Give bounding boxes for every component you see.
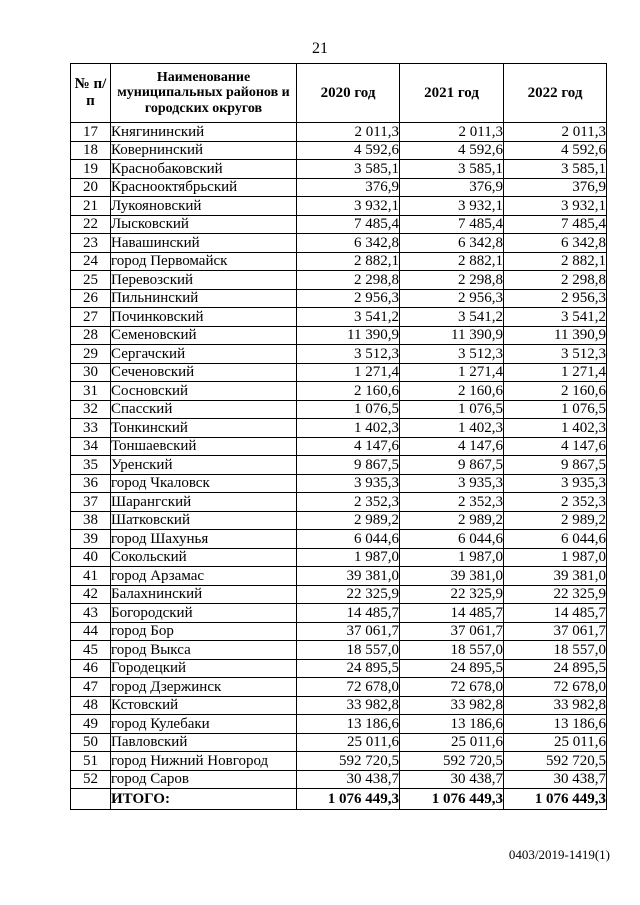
district-name: Пильнинский (111, 289, 297, 308)
district-name: город Дзержинск (111, 678, 297, 697)
row-number: 30 (71, 363, 111, 382)
table-row (71, 696, 607, 715)
value-2021: 9 867,5 (400, 456, 504, 475)
row-number: 37 (71, 493, 111, 512)
table-row (71, 770, 607, 789)
value-2021: 376,9 (400, 178, 504, 197)
value-2022: 25 011,6 (504, 733, 607, 752)
table-row (71, 123, 607, 142)
value-2021: 14 485,7 (400, 604, 504, 623)
table-row (71, 178, 607, 197)
value-2021: 24 895,5 (400, 659, 504, 678)
district-name: Навашинский (111, 234, 297, 253)
value-2020: 2 882,1 (297, 252, 400, 271)
district-name: Тоншаевский (111, 437, 297, 456)
table-row (71, 474, 607, 493)
district-name: Лукояновский (111, 197, 297, 216)
district-name: город Выкса (111, 641, 297, 660)
row-number: 31 (71, 382, 111, 401)
row-number: 27 (71, 308, 111, 327)
value-2021: 4 592,6 (400, 141, 504, 160)
value-2020: 2 298,8 (297, 271, 400, 290)
value-2022: 2 882,1 (504, 252, 607, 271)
value-2021: 25 011,6 (400, 733, 504, 752)
row-number: 17 (71, 123, 111, 142)
value-2022: 2 956,3 (504, 289, 607, 308)
value-2021: 7 485,4 (400, 215, 504, 234)
row-number: 26 (71, 289, 111, 308)
table-row (71, 437, 607, 456)
value-2022: 1 987,0 (504, 548, 607, 567)
value-2022: 3 932,1 (504, 197, 607, 216)
total-2021: 1 076 449,3 (400, 789, 504, 810)
value-2022: 4 147,6 (504, 437, 607, 456)
value-2022: 4 592,6 (504, 141, 607, 160)
value-2022: 6 342,8 (504, 234, 607, 253)
value-2020: 30 438,7 (297, 770, 400, 789)
value-2020: 6 044,6 (297, 530, 400, 549)
table-row (71, 622, 607, 641)
value-2020: 13 186,6 (297, 715, 400, 734)
value-2020: 18 557,0 (297, 641, 400, 660)
value-2022: 6 044,6 (504, 530, 607, 549)
table-row (71, 511, 607, 530)
document-code: 0403/2019-1419(1) (508, 847, 610, 862)
district-name: Перевозский (111, 271, 297, 290)
row-number: 24 (71, 252, 111, 271)
total-label: ИТОГО: (111, 789, 297, 810)
table-row (71, 548, 607, 567)
page-number: 21 (312, 40, 328, 57)
row-number: 51 (71, 752, 111, 771)
header-2022: 2022 год (504, 64, 607, 123)
value-2020: 72 678,0 (297, 678, 400, 697)
district-name: Сосновский (111, 382, 297, 401)
row-number: 44 (71, 622, 111, 641)
value-2020: 7 485,4 (297, 215, 400, 234)
value-2020: 2 352,3 (297, 493, 400, 512)
table-row (71, 363, 607, 382)
value-2020: 376,9 (297, 178, 400, 197)
row-number: 25 (71, 271, 111, 290)
row-number: 47 (71, 678, 111, 697)
row-number: 40 (71, 548, 111, 567)
row-number: 46 (71, 659, 111, 678)
value-2020: 9 867,5 (297, 456, 400, 475)
district-name: город Первомайск (111, 252, 297, 271)
district-name: Тонкинский (111, 419, 297, 438)
value-2021: 3 585,1 (400, 160, 504, 179)
table-row (71, 641, 607, 660)
value-2021: 2 352,3 (400, 493, 504, 512)
value-2022: 3 541,2 (504, 308, 607, 327)
value-2020: 2 160,6 (297, 382, 400, 401)
value-2020: 33 982,8 (297, 696, 400, 715)
value-2022: 3 512,3 (504, 345, 607, 364)
value-2022: 1 271,4 (504, 363, 607, 382)
value-2020: 2 956,3 (297, 289, 400, 308)
row-number: 43 (71, 604, 111, 623)
value-2022: 3 935,3 (504, 474, 607, 493)
value-2022: 7 485,4 (504, 215, 607, 234)
value-2020: 25 011,6 (297, 733, 400, 752)
value-2022: 9 867,5 (504, 456, 607, 475)
value-2022: 2 011,3 (504, 123, 607, 142)
value-2022: 1 076,5 (504, 400, 607, 419)
table-row (71, 382, 607, 401)
row-number: 21 (71, 197, 111, 216)
value-2020: 1 076,5 (297, 400, 400, 419)
header-2021: 2021 год (400, 64, 504, 123)
table-row (71, 456, 607, 475)
value-2020: 14 485,7 (297, 604, 400, 623)
table-row (71, 400, 607, 419)
table-row (71, 141, 607, 160)
total-num-cell (71, 789, 111, 810)
row-number: 35 (71, 456, 111, 475)
value-2020: 2 989,2 (297, 511, 400, 530)
value-2022: 37 061,7 (504, 622, 607, 641)
value-2020: 11 390,9 (297, 326, 400, 345)
district-name: Шарангский (111, 493, 297, 512)
district-name: Павловский (111, 733, 297, 752)
district-name: Сокольский (111, 548, 297, 567)
table-header-row (71, 64, 607, 123)
value-2020: 39 381,0 (297, 567, 400, 586)
table-row (71, 733, 607, 752)
value-2021: 6 044,6 (400, 530, 504, 549)
row-number: 28 (71, 326, 111, 345)
value-2020: 592 720,5 (297, 752, 400, 771)
district-name: Кстовский (111, 696, 297, 715)
row-number: 39 (71, 530, 111, 549)
header-2020: 2020 год (297, 64, 400, 123)
total-2022: 1 076 449,3 (504, 789, 607, 810)
row-number: 42 (71, 585, 111, 604)
row-number: 49 (71, 715, 111, 734)
district-name: Ковернинский (111, 141, 297, 160)
table-row (71, 659, 607, 678)
district-name: город Чкаловск (111, 474, 297, 493)
value-2021: 2 882,1 (400, 252, 504, 271)
value-2022: 13 186,6 (504, 715, 607, 734)
value-2021: 30 438,7 (400, 770, 504, 789)
district-name: Уренский (111, 456, 297, 475)
value-2020: 4 147,6 (297, 437, 400, 456)
district-name: Краснобаковский (111, 160, 297, 179)
row-number: 22 (71, 215, 111, 234)
district-name: Сергачский (111, 345, 297, 364)
value-2021: 11 390,9 (400, 326, 504, 345)
table-row (71, 715, 607, 734)
value-2022: 376,9 (504, 178, 607, 197)
district-name: Богородский (111, 604, 297, 623)
value-2021: 1 987,0 (400, 548, 504, 567)
table-row (71, 252, 607, 271)
row-number: 18 (71, 141, 111, 160)
value-2022: 24 895,5 (504, 659, 607, 678)
value-2021: 2 989,2 (400, 511, 504, 530)
table-row (71, 493, 607, 512)
row-number: 45 (71, 641, 111, 660)
total-2020: 1 076 449,3 (297, 789, 400, 810)
district-name: Лысковский (111, 215, 297, 234)
table-row (71, 215, 607, 234)
value-2021: 2 160,6 (400, 382, 504, 401)
value-2022: 3 585,1 (504, 160, 607, 179)
value-2021: 592 720,5 (400, 752, 504, 771)
row-number: 50 (71, 733, 111, 752)
table-row (71, 197, 607, 216)
value-2020: 3 932,1 (297, 197, 400, 216)
value-2021: 4 147,6 (400, 437, 504, 456)
value-2020: 3 512,3 (297, 345, 400, 364)
row-number: 34 (71, 437, 111, 456)
header-name: Наименование муниципальных районов и городских округов (111, 64, 297, 123)
row-number: 29 (71, 345, 111, 364)
value-2022: 2 160,6 (504, 382, 607, 401)
value-2021: 1 402,3 (400, 419, 504, 438)
district-name: город Кулебаки (111, 715, 297, 734)
table-row (71, 752, 607, 771)
value-2020: 6 342,8 (297, 234, 400, 253)
total-row (71, 789, 607, 810)
district-name: Балахнинский (111, 585, 297, 604)
value-2022: 22 325,9 (504, 585, 607, 604)
value-2021: 22 325,9 (400, 585, 504, 604)
district-name: город Бор (111, 622, 297, 641)
value-2021: 37 061,7 (400, 622, 504, 641)
district-name: Краснооктябрьский (111, 178, 297, 197)
value-2022: 1 402,3 (504, 419, 607, 438)
table-row (71, 345, 607, 364)
value-2021: 2 011,3 (400, 123, 504, 142)
header-num: № п/п (71, 64, 111, 123)
table-row (71, 604, 607, 623)
value-2020: 1 987,0 (297, 548, 400, 567)
table-row (71, 326, 607, 345)
value-2020: 3 585,1 (297, 160, 400, 179)
district-name: город Шахунья (111, 530, 297, 549)
district-name: город Саров (111, 770, 297, 789)
table-row (71, 289, 607, 308)
value-2021: 2 298,8 (400, 271, 504, 290)
value-2020: 24 895,5 (297, 659, 400, 678)
value-2022: 2 989,2 (504, 511, 607, 530)
district-name: город Нижний Новгород (111, 752, 297, 771)
value-2022: 592 720,5 (504, 752, 607, 771)
value-2021: 1 271,4 (400, 363, 504, 382)
value-2020: 37 061,7 (297, 622, 400, 641)
row-number: 19 (71, 160, 111, 179)
value-2020: 2 011,3 (297, 123, 400, 142)
value-2020: 3 935,3 (297, 474, 400, 493)
row-number: 41 (71, 567, 111, 586)
value-2020: 1 271,4 (297, 363, 400, 382)
table-row (71, 530, 607, 549)
district-name: Княгининский (111, 123, 297, 142)
row-number: 48 (71, 696, 111, 715)
table-row (71, 234, 607, 253)
value-2020: 4 592,6 (297, 141, 400, 160)
value-2021: 6 342,8 (400, 234, 504, 253)
value-2021: 3 512,3 (400, 345, 504, 364)
table-row (71, 308, 607, 327)
value-2022: 33 982,8 (504, 696, 607, 715)
value-2021: 33 982,8 (400, 696, 504, 715)
district-name: Сеченовский (111, 363, 297, 382)
value-2022: 11 390,9 (504, 326, 607, 345)
row-number: 36 (71, 474, 111, 493)
table-row (71, 567, 607, 586)
district-name: Починковский (111, 308, 297, 327)
value-2022: 18 557,0 (504, 641, 607, 660)
value-2022: 2 352,3 (504, 493, 607, 512)
district-name: Спасский (111, 400, 297, 419)
value-2021: 1 076,5 (400, 400, 504, 419)
value-2022: 2 298,8 (504, 271, 607, 290)
value-2021: 18 557,0 (400, 641, 504, 660)
row-number: 20 (71, 178, 111, 197)
value-2021: 2 956,3 (400, 289, 504, 308)
value-2021: 3 541,2 (400, 308, 504, 327)
district-name: город Арзамас (111, 567, 297, 586)
row-number: 32 (71, 400, 111, 419)
value-2021: 39 381,0 (400, 567, 504, 586)
table-row (71, 160, 607, 179)
district-name: Шатковский (111, 511, 297, 530)
value-2021: 3 935,3 (400, 474, 504, 493)
row-number: 52 (71, 770, 111, 789)
value-2021: 72 678,0 (400, 678, 504, 697)
row-number: 33 (71, 419, 111, 438)
table-row (71, 419, 607, 438)
value-2020: 3 541,2 (297, 308, 400, 327)
table-row (71, 271, 607, 290)
value-2020: 22 325,9 (297, 585, 400, 604)
value-2022: 14 485,7 (504, 604, 607, 623)
value-2022: 30 438,7 (504, 770, 607, 789)
value-2020: 1 402,3 (297, 419, 400, 438)
value-2021: 3 932,1 (400, 197, 504, 216)
district-name: Семеновский (111, 326, 297, 345)
district-name: Городецкий (111, 659, 297, 678)
value-2021: 13 186,6 (400, 715, 504, 734)
table-row (71, 678, 607, 697)
row-number: 23 (71, 234, 111, 253)
table-row (71, 585, 607, 604)
allocation-table (70, 63, 607, 810)
value-2022: 39 381,0 (504, 567, 607, 586)
row-number: 38 (71, 511, 111, 530)
value-2022: 72 678,0 (504, 678, 607, 697)
